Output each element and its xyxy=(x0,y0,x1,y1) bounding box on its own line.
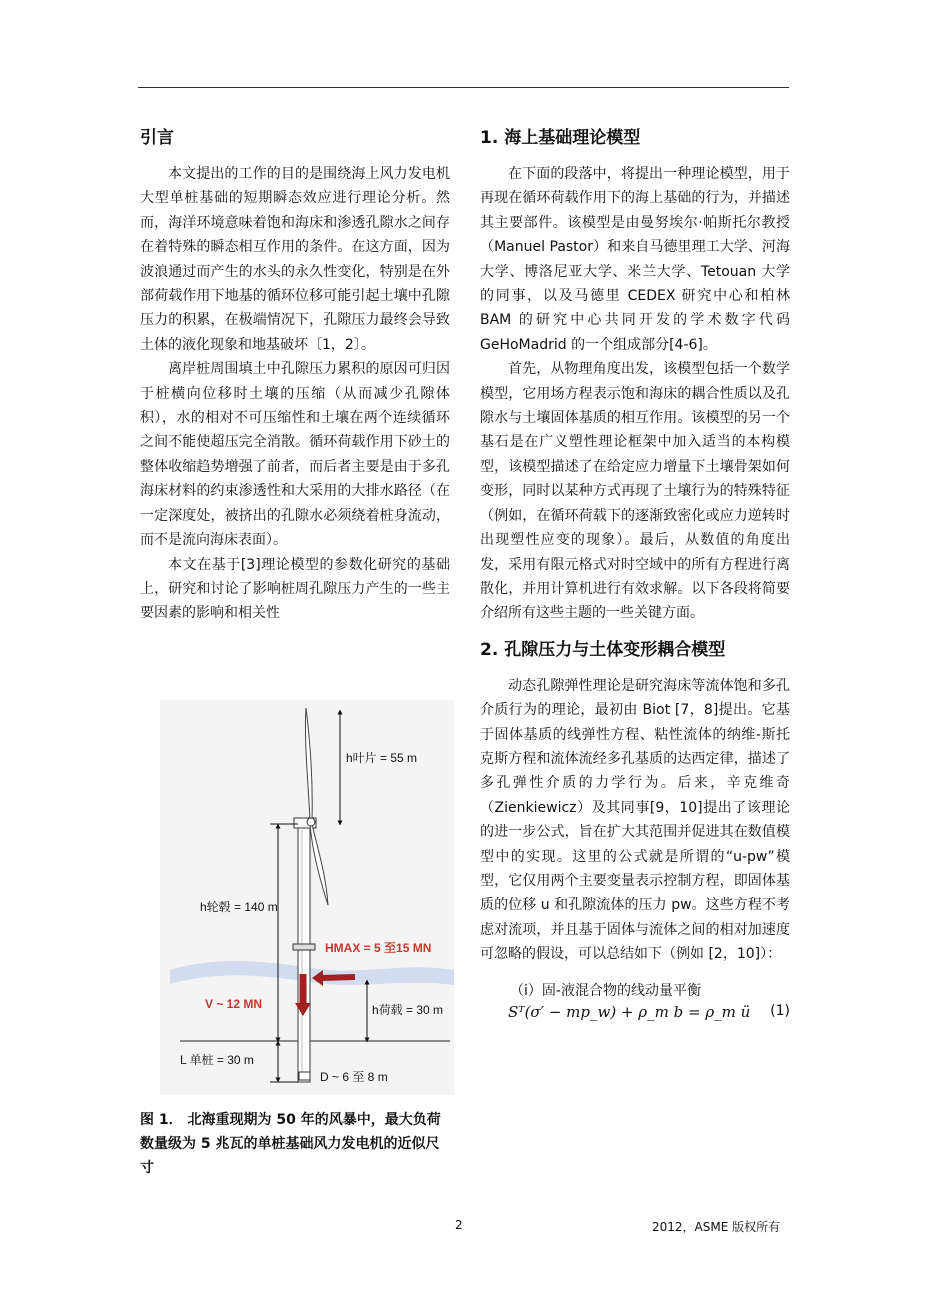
page-number: 2 xyxy=(455,1218,463,1232)
section1-paragraph-1: 在下面的段落中，将提出一种理论模型，用于再现在循环荷载作用下的海上基础的行为，并描述其主要部件。该模型是由曼努埃尔·帕斯托尔教授（Manuel Pastor）和来自马德里理工大学、河海大学、博洛尼亚大学、米兰大学、Tetouan 大学的同事，以及马德里 CEDEX 研究中心和柏林 BAM 的研究中心共同开发的学术数字代码 GeHoMadrid 的一个组成部分[4-6]。 xyxy=(480,166,790,353)
equation-1-number: (1) xyxy=(770,1002,790,1019)
intro-paragraph-1: 本文提出的工作的目的是围绕海上风力发电机大型单桩基础的短期瞬态效应进行理论分析。然而，海洋环境意味着饱和海床和渗透孔隙水之间存在着特殊的瞬态相互作用的条件。在这方面，因为波浪通过而产生的水头的永久性变化，特别是在外部荷载作用下地基的循环位移可能引起土壤中孔隙压力的积累，在极端情况下，孔隙压力最终会导致土体的液化现象和地基破坏〔1，2〕。 xyxy=(140,166,450,353)
momentum-balance-item: （i）固-液混合物的线动量平衡 xyxy=(510,982,701,999)
transition-piece xyxy=(293,944,315,950)
diameter-label: D ~ 6 至 8 m xyxy=(320,1070,388,1084)
load-height-label: h荷载 = 30 m xyxy=(372,1003,444,1017)
tower xyxy=(298,824,310,1082)
wind-turbine-figure xyxy=(160,700,454,1095)
equation-1 xyxy=(480,1003,790,1021)
equation-1-body: Sᵀ(σ′ − mp_w) + ρ_m b = ρ_m ü xyxy=(508,1002,751,1021)
right-column xyxy=(480,118,790,1021)
header-rule xyxy=(138,87,789,88)
copyright-notice: 2012，ASME 版权所有 xyxy=(652,1220,781,1234)
vertical-load-label: V ~ 12 MN xyxy=(205,997,263,1011)
left-column xyxy=(140,118,450,626)
intro-paragraph-3: 本文在基于[3]理论模型的参数化研究的基础上，研究和讨论了影响桩周孔隙压力产生的一些主要因素的影响和相关性 xyxy=(140,556,450,622)
hub-height-label: h轮毂 = 140 m xyxy=(200,900,278,914)
pile-length-label: L 单桩 = 30 m xyxy=(180,1053,254,1067)
section2-paragraph-1: 动态孔隙弹性理论是研究海床等流体饱和多孔介质行为的理论，最初由 Biot [7，8]提出。它基于固体基质的线弹性方程、粘性流体的纳维-斯托克斯方程和流体流经多孔基质的达西定律，描述了多孔弹性介质的力学行为。后来，辛克维奇（Zienkiewicz）及其同事[9，10]提出了该理论的进一步公式，旨在扩大其范围并促进其在数值模型中的实现。这里的公式就是所谓的“u-pw”模型，它仅用两个主要变量表示控制方程，即固体基质的位移 u 和孔隙流体的压力 pw。这些方程不考虑对流项，并且基于固体与流体之间的相对加速度可忽略的假设，可以总结如下（例如 [2，10]）： xyxy=(480,677,790,963)
section1-heading: 1. 海上基础理论模型 xyxy=(480,128,641,148)
blade-height-label: h叶片 = 55 m xyxy=(346,751,418,765)
section1-paragraph-2: 首先，从物理角度出发，该模型包括一个数学模型，它用场方程表示饱和海床的耦合性质以及孔隙水与土壤固体基质的相互作用。该模型的另一个基石是在广义塑性理论框架中加入适当的本构模型，该模型描述了在给定应力增量下土壤骨架如何变形，同时以某种方式再现了土壤行为的特殊特征（例如，在循环荷载下的逐渐致密化或应力逆转时出现塑性应变的现象）。最后，从数值的角度出发，采用有限元格式对时空域中的所有方程进行离散化，并用计算机进行有效求解。以下各段将简要介绍所有这些主题的一些关键方面。 xyxy=(480,361,790,622)
intro-heading: 引言 xyxy=(140,128,174,148)
figure-caption: 图 1． 北海重现期为 50 年的风暴中，最大负荷数量级为 5 兆瓦的单桩基础风力发电机的近似尺寸 xyxy=(140,1112,441,1176)
intro-paragraph-2: 离岸桩周围填土中孔隙压力累积的原因可归因于桩横向位移时土壤的压缩（从而减少孔隙体积），水的相对不可压缩性和土壤在两个连续循环之间不能使超压完全消散。循环荷载作用下砂土的整体收缩趋势增强了前者，而后者主要是由于多孔海床材料的约束渗透性和大采用的大排水路径（在一定深度处，被挤出的孔隙水必须绕着桩身流动，而不是流向海床表面）。 xyxy=(140,361,450,549)
hmax-label: HMAX = 5 至15 MN xyxy=(325,941,432,955)
section2-heading: 2. 孔隙压力与土体变形耦合模型 xyxy=(480,639,726,660)
